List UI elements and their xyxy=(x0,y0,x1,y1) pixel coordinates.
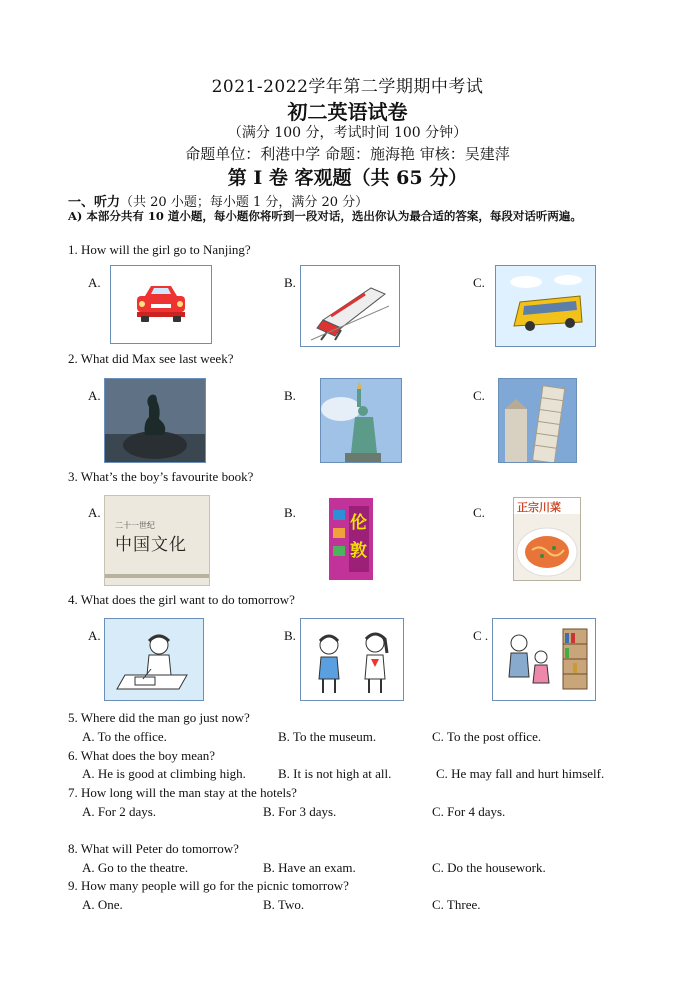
book-a-bar xyxy=(105,574,209,578)
q3-option-c-image[interactable] xyxy=(513,497,581,581)
q8-option-a[interactable]: A. Go to the theatre. xyxy=(82,860,189,875)
exam-year-title: 2021-2022学年第二学期期中考试 xyxy=(211,77,484,97)
q3-option-a-image[interactable] xyxy=(104,495,210,586)
two-kids-talking-icon xyxy=(301,619,403,700)
q6-option-a[interactable]: A. He is good at climbing high. xyxy=(82,766,246,781)
q2-label-b: B. xyxy=(284,388,296,403)
q1-label-b: B. xyxy=(284,275,296,290)
q2-option-c-image[interactable] xyxy=(498,378,577,463)
part-one-title: 第 I 卷 客观题（共 65 分） xyxy=(227,167,468,189)
section-heading xyxy=(68,191,368,210)
q9-option-c[interactable]: C. Three. xyxy=(432,897,481,912)
q7-option-c[interactable]: C. For 4 days. xyxy=(432,804,506,819)
q2-option-b-image[interactable] xyxy=(320,378,402,463)
q4-label-b: B. xyxy=(284,628,296,643)
q5-option-b[interactable]: B. To the museum. xyxy=(278,729,377,744)
q8-option-b[interactable]: B. Have an exam. xyxy=(263,860,356,875)
question-7: 7. How long will the man stay at the hotels? xyxy=(68,785,297,800)
q4-label-c: C . xyxy=(473,628,489,643)
q4-option-b-image[interactable] xyxy=(300,618,404,701)
section-title: 一、听力 xyxy=(68,195,121,210)
q6-option-b[interactable]: B. It is not high at all. xyxy=(278,766,392,781)
book-b-sticker xyxy=(333,528,345,538)
q8-option-c[interactable]: C. Do the housework. xyxy=(432,860,546,875)
section-note: （共 20 小题；每小题 1 分，满分 20 分） xyxy=(120,195,369,210)
q2-option-a-image[interactable] xyxy=(104,378,206,463)
q9-option-a[interactable]: A. One. xyxy=(82,897,123,912)
question-2: 2. What did Max see last week? xyxy=(68,351,234,366)
book-c-title: 正宗川菜 xyxy=(517,501,561,514)
q2-label-a: A. xyxy=(88,388,101,403)
question-6: 6. What does the boy mean? xyxy=(68,748,216,763)
family-bookshelf-icon xyxy=(493,619,595,700)
leaning-tower xyxy=(499,379,576,462)
car-icon xyxy=(111,266,211,343)
q4-option-c-image[interactable] xyxy=(492,618,596,701)
q9-option-b[interactable]: B. Two. xyxy=(263,897,305,912)
book-a-series: 二十一世纪 xyxy=(115,521,155,530)
question-3: 3. What’s the boy’s favourite book? xyxy=(68,469,254,484)
q4-label-a: A. xyxy=(88,628,101,643)
book-b-title2: 敦 xyxy=(350,541,367,561)
book-b-title1: 伦 xyxy=(350,513,367,533)
q2-label-c: C. xyxy=(473,388,485,403)
q3-option-b-image[interactable] xyxy=(329,498,373,580)
q1-option-b-image[interactable] xyxy=(300,265,400,347)
bus-icon xyxy=(496,266,595,346)
q5-option-c[interactable]: C. To the post office. xyxy=(432,729,542,744)
book-a-title: 中国文化 xyxy=(115,535,187,555)
question-5: 5. Where did the man go just now? xyxy=(68,710,250,725)
exam-score-time: （满分 100 分，考试时间 100 分钟） xyxy=(227,125,468,141)
train-icon xyxy=(301,266,399,346)
q4-option-a-image[interactable] xyxy=(104,618,204,701)
book-b-sticker xyxy=(333,546,345,556)
part-a-instructions: A) 本部分共有 10 道小题，每小题你将听到一段对话，选出你认为最合适的答案，每段对话听两遍。 xyxy=(68,209,582,223)
q6-option-c[interactable]: C. He may fall and hurt himself. xyxy=(436,766,605,781)
girl-writing-icon xyxy=(105,619,203,700)
exam-authors: 命题单位：利港中学 命题：施海艳 审核：吴建萍 xyxy=(185,145,510,163)
q7-option-a[interactable]: A. For 2 days. xyxy=(82,804,157,819)
noodle-dish-icon xyxy=(514,514,580,580)
q1-label-a: A. xyxy=(88,275,101,290)
q5-option-a[interactable]: A. To the office. xyxy=(82,729,167,744)
q1-option-c-image[interactable] xyxy=(495,265,596,347)
q3-label-c: C. xyxy=(473,505,485,520)
question-9: 9. How many people will go for the picnic tomorrow? xyxy=(68,878,349,893)
q7-option-b[interactable]: B. For 3 days. xyxy=(263,804,337,819)
mermaid-statue xyxy=(105,379,205,462)
question-4: 4. What does the girl want to do tomorrow? xyxy=(68,592,295,607)
q3-label-b: B. xyxy=(284,505,296,520)
q1-label-c: C. xyxy=(473,275,485,290)
statue-of-liberty xyxy=(321,379,401,462)
q3-label-a: A. xyxy=(88,505,101,520)
book-b-sticker xyxy=(333,510,345,520)
exam-subject-title: 初二英语试卷 xyxy=(287,100,408,124)
question-1: 1. How will the girl go to Nanjing? xyxy=(68,242,251,257)
q1-option-a-image[interactable] xyxy=(110,265,212,344)
question-8: 8. What will Peter do tomorrow? xyxy=(68,841,239,856)
